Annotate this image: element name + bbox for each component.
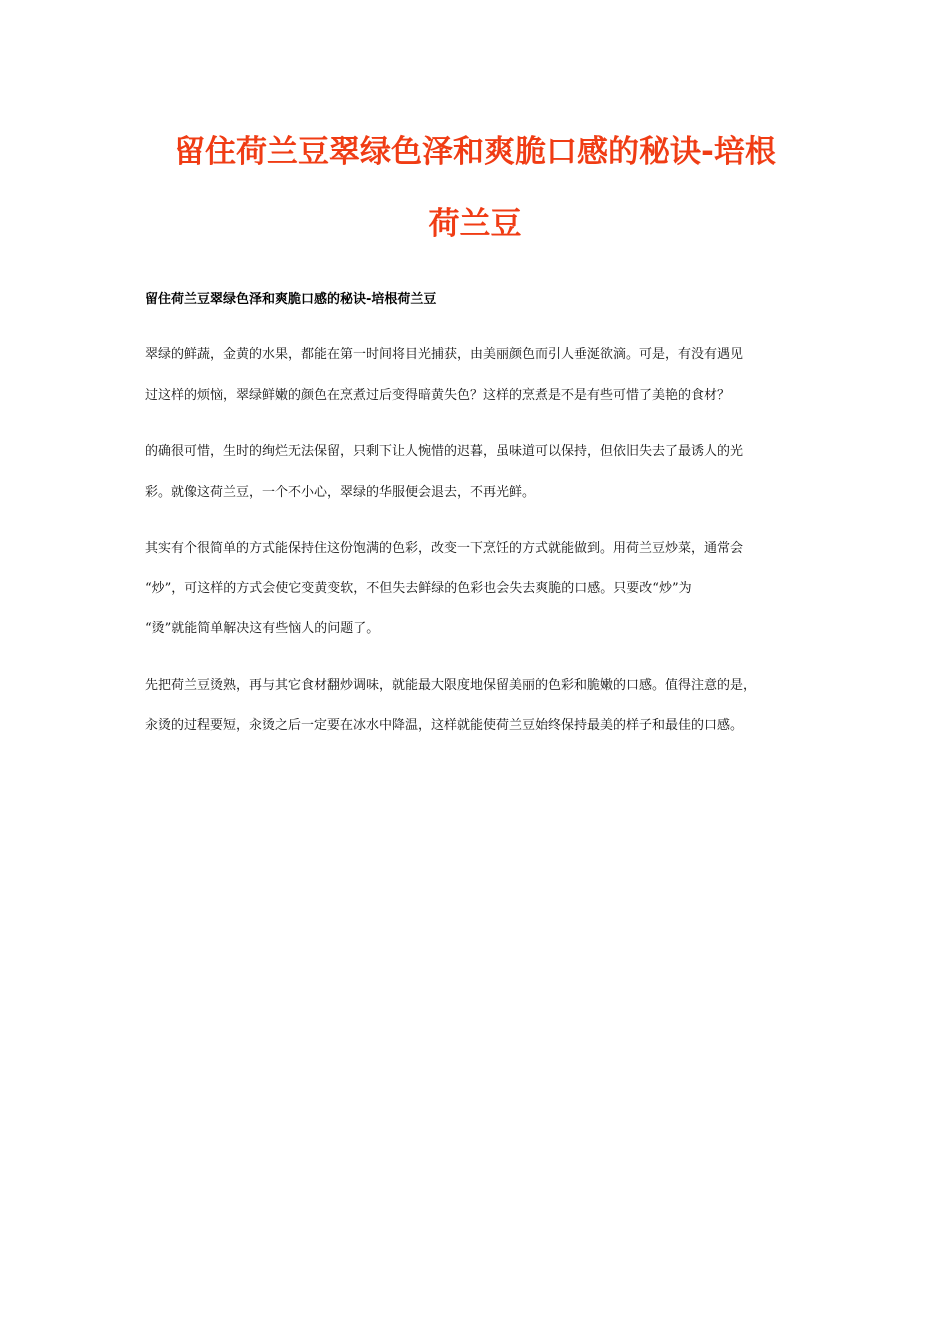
paragraph-line: 其实有个很简单的方式能保持住这份饱满的色彩，改变一下烹饪的方式就能做到。用荷兰豆炒菜，通常会 <box>145 541 744 556</box>
paragraph-line: 汆烫的过程要短，汆烫之后一定要在冰水中降温，这样就能使荷兰豆始终保持最美的样子和最佳的口感。 <box>145 718 744 733</box>
paragraph-line: 翠绿的鲜蔬，金黄的水果，都能在第一时间将目光捕获，由美丽颜色而引人垂涎欲滴。可是，有没有遇见 <box>145 347 744 362</box>
article-subheading: 留住荷兰豆翠绿色泽和爽脆口感的秘诀-培根荷兰豆 <box>145 292 437 307</box>
paragraph-line: “炒”，可这样的方式会使它变黄变软，不但失去鲜绿的色彩也会失去爽脆的口感。只要改“炒”为 <box>145 581 692 596</box>
paragraph-line: “烫”就能简单解决这有些恼人的问题了。 <box>145 621 380 636</box>
paragraph-line: 过这样的烦恼，翠绿鲜嫩的颜色在烹煮过后变得暗黄失色？这样的烹煮是不是有些可惜了美艳的食材？ <box>145 388 731 403</box>
paragraph-line: 的确很可惜，生时的绚烂无法保留，只剩下让人惋惜的迟暮，虽味道可以保持，但依旧失去了最诱人的光 <box>145 444 744 459</box>
document-title-line-1: 留住荷兰豆翠绿色泽和爽脆口感的秘诀-培根 <box>174 134 776 170</box>
document-title-line-2: 荷兰豆 <box>428 206 522 242</box>
paragraph-line: 先把荷兰豆烫熟，再与其它食材翻炒调味，就能最大限度地保留美丽的色彩和脆嫩的口感。值得注意的是， <box>145 678 757 693</box>
paragraph-line: 彩。就像这荷兰豆，一个不小心，翠绿的华服便会退去，不再光鲜。 <box>145 485 536 500</box>
